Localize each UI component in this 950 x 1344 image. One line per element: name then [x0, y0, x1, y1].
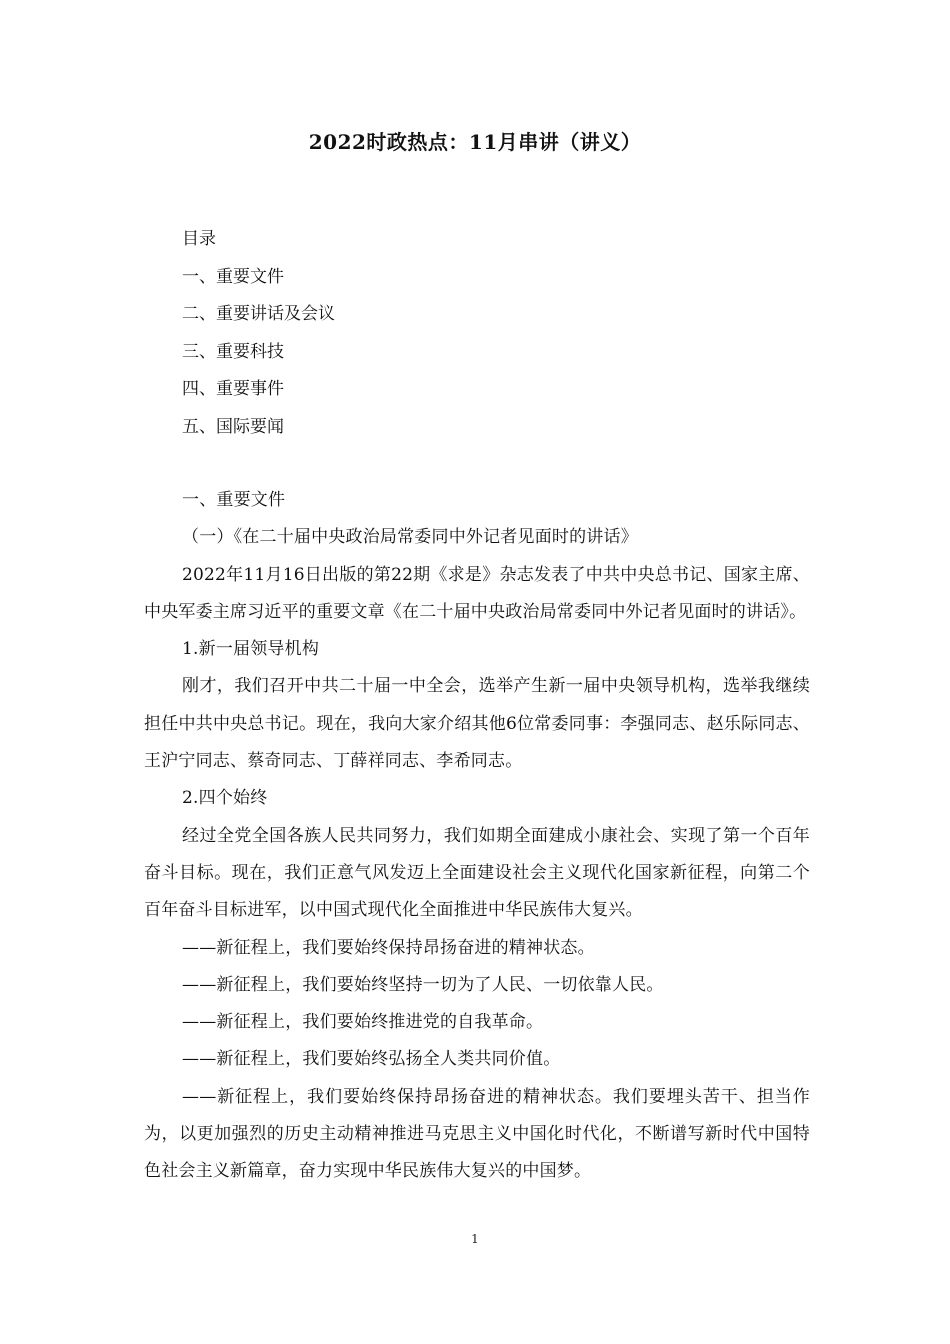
toc-item-documents: 一、重要文件	[182, 266, 284, 287]
toc-item-speeches: 二、重要讲话及会议	[182, 304, 335, 324]
toc-item-technology: 三、重要科技	[182, 341, 284, 362]
paragraph: 2022年11月16日出版的第22期《求是》杂志发表了中共中央总书记、国家主席、中央军委主席习近平的重要文章《在二十届中央政治局常委同中外记者见面时的讲话》。	[144, 564, 810, 622]
toc-heading: 目录	[182, 229, 216, 249]
item-heading: 1.新一届领导机构	[182, 639, 320, 660]
document-body	[144, 482, 810, 1191]
document-title: 2022时政热点：11月串讲（讲义）	[308, 130, 642, 154]
toc-item-international: 五、国际要闻	[182, 416, 284, 437]
paragraph: ——新征程上，我们要始终保持昂扬奋进的精神状态。我们要埋头苦干、担当作为，以更加强烈的历史主动精神推进马克思主义中国化时代化，不断谱写新时代中国特色社会主义新篇章，奋力实现中华民族伟大复兴的中国梦。	[144, 1086, 810, 1182]
list-item: ——新征程上，我们要始终弘扬全人类共同价值。	[182, 1049, 561, 1070]
list-item: ——新征程上，我们要始终保持昂扬奋进的精神状态。	[182, 937, 595, 958]
item-heading: 2.四个始终	[182, 788, 268, 809]
toc-item-events: 四、重要事件	[182, 379, 284, 399]
list-item: ——新征程上，我们要始终推进党的自我革命。	[182, 1012, 544, 1033]
paragraph: 经过全党全国各族人民共同努力，我们如期全面建成小康社会、实现了第一个百年奋斗目标。现在，我们正意气风发迈上全面建设社会主义现代化国家新征程，向第二个百年奋斗目标进军，以中国式现代化全面推进中华民族伟大复兴。	[144, 825, 810, 921]
table-of-contents	[182, 221, 822, 446]
list-item: ——新征程上，我们要始终坚持一切为了人民、一切依靠人民。	[182, 974, 664, 995]
subsection-heading: （一）《在二十届中央政治局常委同中外记者见面时的讲话》	[182, 527, 638, 548]
page-number: 1	[471, 1232, 479, 1246]
section-heading: 一、重要文件	[182, 490, 286, 510]
paragraph: 刚才，我们召开中共二十届一中全会，选举产生新一届中央领导机构，选举我继续担任中共中央总书记。现在，我向大家介绍其他6位常委同事：李强同志、赵乐际同志、王沪宁同志、蔡奇同志、丁薛祥同志、李希同志。	[144, 676, 810, 772]
